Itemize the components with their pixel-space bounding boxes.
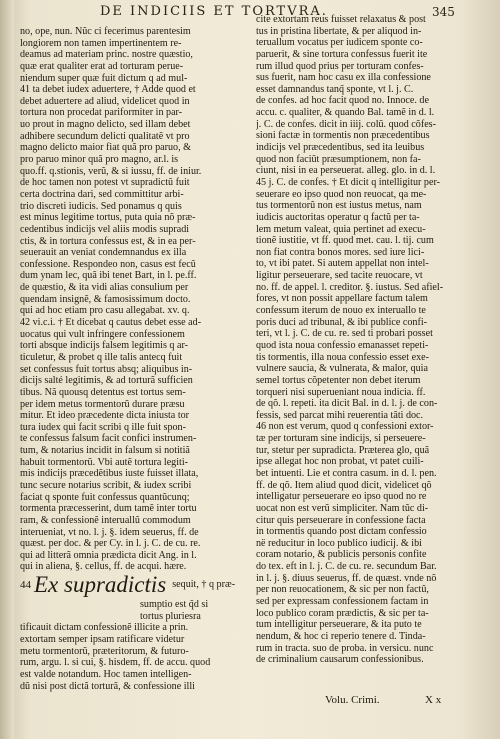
text-line: de hoc tamen non potest vt supradictũ fuit	[20, 177, 190, 189]
text-line: 46 non est verum, quod q confessioni extor-	[256, 421, 434, 433]
text-line: tus in pristina libertate, & per aliquod in-	[256, 25, 422, 37]
text-line: tum intelligitur perseuerare, & ita puto te	[256, 619, 422, 631]
text-line: torti absque indicijs falsem legitimis q ar-	[20, 340, 188, 352]
text-line: ciunt, nisi in ea perseuerat. alleg. glo. in d. l.	[256, 165, 436, 177]
text-line: qui in aliena, §. cellus, ff. de acqui. hære.	[20, 561, 187, 573]
text-line: in tormentis quando post dictam confessio	[256, 526, 427, 538]
text-line: adhibere secundum delicti qualitatẽ vt pro	[20, 130, 190, 142]
text-line: qui ad litterã omnia prædicta dicit Ang. in l.	[20, 549, 197, 561]
text-line: mitur. Et ideo præcedente dicta iniusta tor	[20, 410, 190, 422]
text-line: accu. c. qualiter, & quando Bal. tamẽ in d. l.	[256, 107, 435, 119]
text-line: iudicis auctoritas operatur q factũ per ta-	[256, 211, 420, 223]
text-line: fessis, sed parcat mihi reuerentia tãti doc.	[256, 409, 424, 421]
text-line: est minus legitime tortus, puta quia nõ præ-	[20, 212, 196, 224]
text-line: indicijs vel præcedentibus, sed ita leuibus	[256, 142, 425, 154]
text-line: tum, & notarius incidit in falsum si notitiã	[20, 445, 190, 457]
margin-number: 44	[20, 579, 31, 592]
text-line: deamus ad materiam princ. nostre quæstio,	[20, 49, 193, 61]
running-title: DE INDICIIS ET TORTVRA.	[100, 4, 328, 19]
text-line: lem metum valeat, quia pertinet ad execu-	[256, 223, 426, 235]
text-line: loco publico coram prædictis, & sic per ta-	[256, 607, 429, 619]
text-line: sumptio est q̃d si	[140, 599, 209, 611]
text-line: pro paruo minor quã pro magno, ar.l. is	[20, 154, 179, 166]
text-line: uo prout in magno delicto, sed illam debet	[20, 119, 191, 131]
text-line: në reducitur in loco publico iudicij. & ibi	[256, 537, 422, 549]
text-line: intelligatur perseuerare eo ipso quod no re	[256, 491, 427, 503]
text-line: non fiat contra bonos mores. sed iure lici-	[256, 246, 425, 258]
text-line: metu tormentorũ, præteritorum, & futuro-	[20, 645, 189, 657]
text-line: tionẽ iustitie, vt ff. quod met. cau. l. tij. cum	[256, 235, 434, 247]
text-line: debet aduertere ad aliud, videlicet quod in	[20, 95, 190, 107]
text-line: vulnere saucia, & vulnerata, & malor, quia	[256, 363, 428, 375]
text-line: dum ynam lec, quã ibi tenet Bart, in l. pe.ff.	[20, 270, 197, 282]
text-line: poris duci ad tribunal, & ibi publice confi-	[256, 316, 427, 328]
left-text-column	[20, 14, 246, 716]
text-line: paruerit, & sine tortura confessus fuerit ite	[256, 48, 428, 60]
text-line: quo.ff. q.stionis, verũ, & si iussu, ff. de iniur.	[20, 165, 202, 177]
text-line: rum, argu. l. si cui, §. hisdem, ff. de accu. quod	[20, 657, 211, 669]
large-italic-opening: Ex supradictis	[34, 572, 167, 598]
text-line: in l. j. §. diuus seuerus, ff. de quæst. vnde nõ	[256, 572, 437, 584]
text-line: seuerare eo ipso quod non reuocat, qa me-	[256, 188, 427, 200]
text-line: de confes. ad hoc facit quod no. Innoce. de	[256, 95, 429, 107]
text-line: cite extortam reus fuisset relaxatus & post	[256, 14, 426, 25]
text-line: esset damnandus tanq̃ sponte, vt l. j. C.	[256, 83, 414, 95]
text-line: 41 ta debet iudex aduertere, † Adde quod et	[20, 84, 196, 96]
text-line: de quæstio, & ita vidi alias consulium per	[20, 282, 189, 294]
text-line: quod non faciũt præsumptionem, non fa-	[256, 153, 421, 165]
text-line: j. C. de confes. dicit in iiij. colũ. quod cõfes-	[256, 118, 436, 130]
section-initial-line	[20, 573, 246, 599]
text-line: no, ope, nun. Nũc ci fecerimus parentesim	[20, 26, 191, 37]
text-line: rum illud quod prius per torturam confes-	[256, 60, 424, 72]
text-line: qui ad hoc etiam pro casu allegabat. xv. q.	[20, 305, 190, 317]
text-line: semel tortus cõpetenter non debet iterum	[256, 374, 421, 386]
text-line: tortura non procedat pariformiter in par-	[20, 107, 183, 119]
page-number: 345	[432, 5, 455, 19]
text-line: quæ erat qualiter erat ad torturam perue-	[20, 60, 184, 72]
text-line: tur, stetur per supradicta. Præterea glo, quã	[256, 444, 430, 456]
text-line: ff. de qõ. Item aliud quod dicit, videlicet qõ	[256, 479, 432, 491]
text-line: confessione. Respondeo non, casus est fecũ	[20, 258, 196, 270]
text-line: bet intuenti. Lie et contra casum. in d. l. pen.	[256, 467, 437, 479]
footer-volume: Volu. Crimi.	[325, 694, 380, 706]
text-line: coram notario, & publicis personis confite	[256, 549, 427, 561]
text-line: de criminalium causarum confessionibus.	[256, 654, 424, 666]
opening-continuation: sequit, † q præ-	[172, 579, 236, 591]
text-line: 45 j. C. de confes. † Et dicit q intelligitur per-	[256, 176, 440, 188]
text-line: ctis, & in tortura confessus est, & in ea per-	[20, 235, 196, 247]
text-line: sioni factæ in tormentis non præcedentibus	[256, 130, 430, 142]
text-line: teruallum vocatus per iudicem sponte co-	[256, 37, 423, 49]
text-line: de qõ. l. repeti. ita dicit Bal. in d. l. j. de con-	[256, 398, 438, 410]
right-text-column	[256, 14, 488, 704]
text-line: uocat non est verũ simpliciter. Nam tũc di-	[256, 502, 429, 514]
text-line: interueniat, vt no. l. j. §. idem seuerus, ff. de	[20, 526, 199, 538]
text-line: per non reuocationem, & sic per non factũ,	[256, 584, 429, 596]
text-line: to, vt ibi patet. Si autem appellat non intel-	[256, 258, 429, 270]
text-line: uocatus qui vult infringere confessionem	[20, 328, 185, 340]
page-gutter-shadow	[0, 0, 14, 739]
text-line: tormenta præcesserint, dum tamẽ inter tortu	[20, 503, 197, 515]
text-line: sed per expressam confessionem factam in	[256, 596, 429, 608]
text-line: est valde notandum. Hoc tamen intelligen-	[20, 668, 192, 680]
text-line: magno delicto maior fiat quã pro paruo, &	[20, 142, 191, 154]
text-line: tunc secure notarius scribit, & iudex scribi	[20, 479, 192, 491]
text-line: do tex. eft in l. j. C. de cu. re. secundum Bar.	[256, 561, 437, 573]
text-line: extortam semper ipsam ratificare videtur	[20, 634, 185, 646]
text-line: cedentibus indicijs vel aliis modis supradi	[20, 223, 190, 235]
text-line: tus tormentorũ non est iustus metus, nam	[256, 200, 422, 212]
text-line: trio discreti iudicis. Sed ponamus q quis	[20, 200, 182, 212]
text-line: dũ nisi post dictã torturã, & confessione illi	[20, 680, 195, 692]
text-line: torqueri nisi superueniant noua indicia. ff.	[256, 386, 426, 398]
text-line: ligitur perseuerare, sed tacite reuocare, vt	[256, 270, 423, 282]
text-line: nendum, & hoc ci reperio tenere d. Tinda-	[256, 630, 426, 642]
text-line: mis indicijs præcedẽtibus iuste fuisset illata,	[20, 468, 199, 480]
text-line: 42 vi.c.i. † Et dicebat q cautus debet esse ad-	[20, 317, 202, 329]
text-line: sus fuerit, nam hoc casu ex illa confessione	[256, 72, 431, 84]
text-line: longiorem non tamen impertinentem re-	[20, 37, 182, 49]
text-line: te confessus falsum facit confici instrumen-	[20, 433, 197, 445]
text-line: tificauit dictam confessionẽ illicite a prin.	[20, 622, 189, 634]
text-line: habuit tormentorũ. Vbi autẽ tortura legiti-	[20, 456, 189, 468]
text-line: rum in tracta. suo de proba. in versicu. nunc	[256, 642, 434, 654]
text-line: niendum super quæ fuit dictum q ad mul-	[20, 72, 188, 84]
text-line: tibus. Nã quousq detentus est tortus sem-	[20, 386, 186, 398]
text-line: ticuletur, & probet q ille talis antecq fuit	[20, 351, 183, 363]
signature-mark: X x	[425, 694, 442, 706]
text-line: tura iudex qui facit scribi q ille fuit spon-	[20, 421, 186, 433]
text-line: per idem metus tormentorũ durare præsu	[20, 398, 185, 410]
text-line: no. ff. de appel. l. creditor. §. iustus. Sed afiel-	[256, 281, 444, 293]
text-line: fores, vt non possit appellare factum talem	[256, 293, 428, 305]
text-line: ipse allegat hoc non probat, vt patet cuili-	[256, 456, 424, 468]
text-line: citur quis perseuerare in confessione facta	[256, 514, 426, 526]
text-line: confessum iterum de nouo ex interuallo te	[256, 305, 426, 317]
text-line: certa doctrina dari, sed committitur arbi-	[20, 188, 184, 200]
text-line: tæ per torturam sine indicijs, si perseuere-	[256, 433, 426, 445]
text-line: quod ista noua confessio emanasset repeti-	[256, 339, 429, 351]
text-line: seuerauit an veniat condemnandus ex illa	[20, 247, 187, 259]
text-line: dicijs salté legitimis, & ad torturã sufficien	[20, 375, 193, 387]
text-line: quæst. per doc. & per Cy. in l. j. C. de cu. re.	[20, 538, 201, 550]
text-line: tis tormentis, illa noua confessio esset exe-	[256, 351, 429, 363]
text-line: quendam insignẽ, & famosissimum docto.	[20, 293, 191, 305]
text-line: set confessus fuit tortus absq; aliquibus in-	[20, 363, 193, 375]
text-line: teri, vt l. j. C. de cu. re. sed ti probari posset	[256, 328, 433, 340]
text-line: faciat q sponte fuit confessus quantũcunq;	[20, 491, 190, 503]
text-line: tortus pluriesra	[140, 610, 201, 622]
text-line: ram, & confessionẽ interuallũ commodum	[20, 514, 191, 526]
